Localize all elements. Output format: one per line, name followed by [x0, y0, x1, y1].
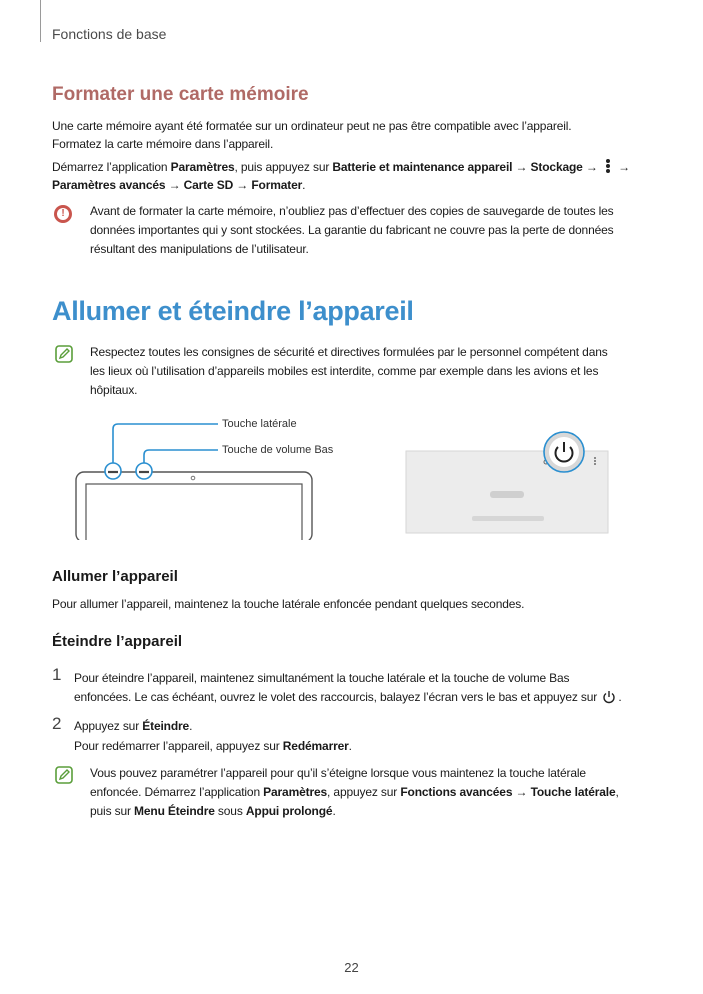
chapter-title: Fonctions de base [52, 26, 167, 42]
power-off-title: Éteindre l’appareil [52, 633, 183, 650]
format-intro-line-2: Formatez la carte mémoire dans l’appareil. [52, 137, 274, 151]
path-advanced: Paramètres avancés [52, 178, 166, 192]
caution-line-2: données importantes qui y sont stockées. La garantie du fabricant ne couvre pas la perte de données [90, 223, 614, 237]
note-line-1: Respectez toutes les consignes de sécurité et directives formulées par le personnel compétent dans [90, 345, 608, 359]
note-icon-2 [55, 766, 73, 784]
format-intro-line-1: Une carte mémoire ayant été formatée sur un ordinateur peut ne pas être compatible avec l’appareil. [52, 119, 572, 133]
step-2-power-off: Éteindre [142, 719, 190, 733]
page-number: 22 [344, 960, 359, 975]
caution-icon [54, 205, 72, 223]
path-format: Formater [251, 178, 303, 192]
note2-line-3: puis sur Menu Éteindre sous Appui prolongé. [90, 804, 336, 818]
chapter-rule [40, 0, 41, 42]
caution-line-1: Avant de formater la carte mémoire, n’oubliez pas d’effectuer des copies de sauvegarde de toutes les [90, 204, 614, 218]
power-on-text: Pour allumer l’appareil, maintenez la touche latérale enfoncée pendant quelques secondes. [52, 597, 525, 611]
path-sd: Carte SD [183, 178, 234, 192]
step-1-number: 1 [52, 665, 62, 684]
restart-line: Pour redémarrer l’appareil, appuyez sur Redémarrer. [74, 739, 352, 753]
step-2-number: 2 [52, 714, 62, 733]
power-menu-illustration [400, 430, 615, 540]
note2-line-2: enfoncée. Démarrez l’application Paramètres, appuyez sur Fonctions avancées → Touche latérale, [90, 785, 619, 799]
path-settings: Paramètres [170, 160, 235, 174]
format-path-line-2: Paramètres avancés → Carte SD → Formater. [52, 178, 306, 192]
note-line-3: hôpitaux. [90, 383, 138, 397]
note2-line-1: Vous pouvez paramétrer l’appareil pour qu’il s’éteigne lorsque vous maintenez la touche latérale [90, 766, 586, 780]
format-section-title: Formater une carte mémoire [52, 84, 309, 105]
caution-line-3: résultant des manipulations de l’utilisateur. [90, 242, 309, 256]
path-storage: Stockage [530, 160, 583, 174]
device-keys-illustration [60, 415, 330, 540]
restart-label: Redémarrer [282, 739, 349, 753]
power-on-title: Allumer l’appareil [52, 568, 178, 585]
more-options-icon [603, 159, 613, 173]
step-1-line-2: enfoncées. Le cas échéant, ouvrez le volet des raccourcis, balayez l’écran vers le bas et appuyez sur . [74, 690, 622, 704]
note-line-2: les lieux où l’utilisation d’appareils mobiles est interdite, comme par exemple dans les avions et les [90, 364, 599, 378]
format-path-line-1: Démarrez l’application Paramètres, puis appuyez sur Batterie et maintenance appareil → Stockage → → [52, 160, 630, 174]
power-section-title: Allumer et éteindre l’appareil [52, 296, 414, 326]
power-icon [602, 690, 616, 704]
path-battery: Batterie et maintenance appareil [332, 160, 513, 174]
label-volume-down: Touche de volume Bas [222, 444, 334, 456]
step-1-line-1: Pour éteindre l’appareil, maintenez simultanément la touche latérale et la touche de volume Bas [74, 671, 570, 685]
note-icon [55, 345, 73, 363]
label-side-key: Touche latérale [222, 418, 297, 430]
step-2-line: Appuyez sur Éteindre. [74, 719, 193, 733]
